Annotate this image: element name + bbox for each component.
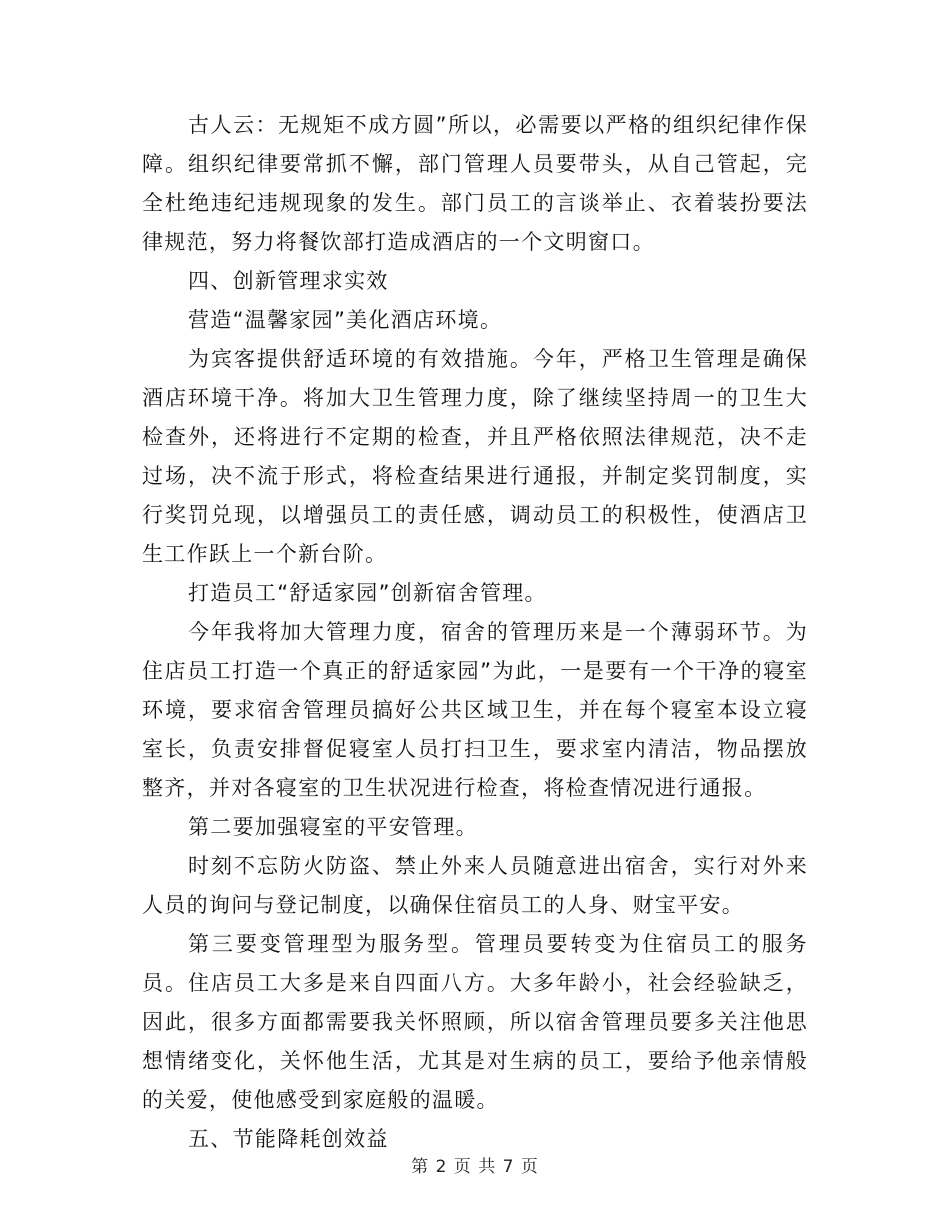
body-paragraph-service: 第三要变管理型为服务型。管理员要转变为住宿员工的服务员。住店员工大多是来自四面八方。大多年龄小，社会经验缺乏，因此，很多方面都需要我关怀照顾，所以宿舍管理员要多关注他思想情绪变化，关怀他生活，尤其是对生病的员工，要给予他亲情般的关爱，使他感受到家庭般的温暖。 (142, 932, 808, 1112)
subheading-safety: 第二要加强寝室的平安管理。 (188, 815, 478, 839)
subheading-comfortable-home: 打造员工“舒适家园”创新宿舍管理。 (188, 581, 547, 605)
body-paragraph-safety: 时刻不忘防火防盗、禁止外来人员随意进出宿舍，实行对外来人员的询问与登记制度，以确保住宿员工的人身、财宝平安。 (142, 854, 808, 917)
body-paragraph-hygiene: 为宾客提供舒适环境的有效措施。今年，严格卫生管理是确保酒店环境干净。将加大卫生管理力度，除了继续坚持周一的卫生大检查外，还将进行不定期的检查，并且严格依照法律规范，决不走过场，决不流于形式，将检查结果进行通报，并制定奖罚制度，实行奖罚兑现，以增强员工的责任感，调动员工的积极性，使酒店卫生工作跃上一个新台阶。 (142, 347, 808, 566)
body-paragraph-dormitory: 今年我将加大管理力度，宿舍的管理历来是一个薄弱环节。为住店员工打造一个真正的舒适家园”为此，一是要有一个干净的寝室环境，要求宿舍管理员搞好公共区域卫生，并在每个寝室本设立寝室长，负责安排督促寝室人员打扫卫生，要求室内清洁，物品摆放整齐，并对各寝室的卫生状况进行检查，将检查情况进行通报。 (142, 620, 808, 800)
subheading-warm-home: 营造“温馨家园”美化酒店环境。 (188, 308, 503, 332)
section-heading-innovation: 四、创新管理求实效 (188, 269, 389, 293)
section-heading-energy: 五、节能降耗创效益 (188, 1127, 389, 1151)
document-body (142, 106, 808, 1159)
page-number-footer: 第 2 页 共 7 页 (411, 1157, 539, 1177)
body-paragraph-discipline: 古人云：无规矩不成方圆”所以，必需要以严格的组织纪律作保障。组织纪律要常抓不懈，部门管理人员要带头，从自己管起，完全杜绝违纪违规现象的发生。部门员工的言谈举止、衣着装扮要法律规范，努力将餐饮部打造成酒店的一个文明窗口。 (142, 113, 808, 254)
